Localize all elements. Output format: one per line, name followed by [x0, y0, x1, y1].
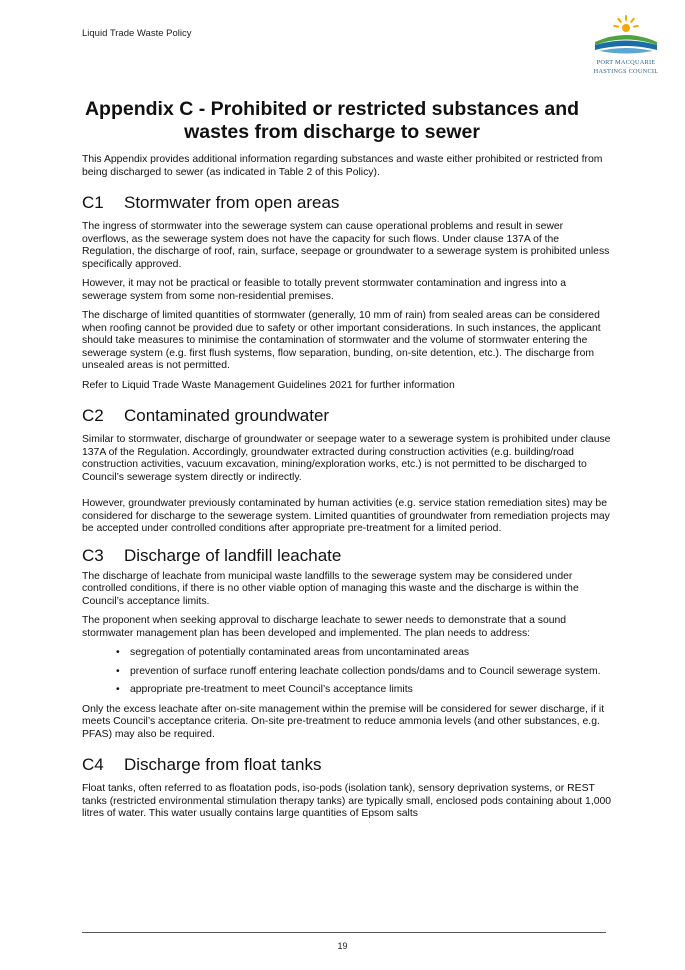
- section-number: C1: [82, 193, 104, 212]
- c1-paragraph-2: However, it may not be practical or feasible to totally prevent stormwater contamination and ingress into a sewerage system from some non-residential premises.: [82, 278, 566, 302]
- section-heading-c3: [82, 546, 612, 566]
- c3-bullet-list: [82, 647, 612, 697]
- list-item: • appropriate pre-treatment to meet Council’s acceptance limits: [130, 684, 612, 697]
- section-title: Discharge of landfill leachate: [124, 545, 342, 565]
- page-number: 19: [337, 941, 348, 951]
- c3-paragraph-2: The proponent when seeking approval to discharge leachate to sewer needs to demonstrate that a sound stormwater management plan has been developed and implemented. The plan needs to address:: [82, 615, 567, 639]
- c2-paragraph-1: Similar to stormwater, discharge of groundwater or seepage water to a sewerage system is prohibited under clause 137A of the Regulation. Accordingly, groundwater extracted during construction activities (e.g. building/road construction activities, vacuum excavation, mining/exploration works, etc.) is not permitted to be discharged to Council’s sewerage system directly or indirectly.: [82, 434, 611, 483]
- c2-paragraph-2: However, groundwater previously contaminated by human activities (e.g. service station remediation sites) may be considered for discharge to the sewerage system. Limited quantities of groundwater from remediation projects may be accepted under controlled conditions after appropriate pre-treatment for a limited period.: [82, 498, 610, 534]
- c3-paragraph-1: The discharge of leachate from municipal waste landfills to the sewerage system may be considered under controlled conditions, if there is no other viable option of managing this waste and the discharge is within the Council’s acceptance limits.: [82, 570, 579, 607]
- page-content: [82, 154, 612, 828]
- council-logo: [585, 14, 667, 78]
- page-title-line-2: wastes from discharge to sewer: [184, 121, 480, 143]
- logo-line-2: HASTINGS COUNCIL: [593, 67, 659, 75]
- section-heading-c1: [82, 193, 612, 213]
- c4-paragraph-1: Float tanks, often referred to as floatation pods, iso-pods (isolation tank), sensory deprivation systems, or REST tanks (restricted environmental stimulation therapy tanks) are typically small, enclosed pods containing about 1,000 litres of water. This water usually contains large quantities of Epsom salts: [82, 783, 612, 819]
- section-number: C4: [82, 755, 104, 774]
- page-title: [82, 98, 582, 144]
- header-doc-title: Liquid Trade Waste Policy: [82, 28, 192, 39]
- section-title: Stormwater from open areas: [124, 193, 340, 212]
- section-heading-c4: [82, 755, 612, 775]
- sun-wave-icon: [591, 14, 661, 58]
- intro-paragraph: This Appendix provides additional information regarding substances and waste either prohibited or restricted from being discharged to sewer (as indicated in Table 2 of this Policy).: [82, 154, 603, 178]
- c1-paragraph-3: The discharge of limited quantities of stormwater (generally, 10 mm of rain) from sealed areas can be considered when roofing cannot be provided due to safety or other important considerations. In such instances, the applicant should take measures to minimise the contamination of stormwater and the volume of stormwater entering the sewerage system (e.g. first flush systems, flow separation, bunding, on-site detention, etc.). The discharge from unsealed areas is not permitted.: [82, 310, 601, 371]
- c1-paragraph-1: The ingress of stormwater into the sewerage system can cause operational problems and result in sewer overflows, as the sewerage system does not have the capacity for such flows. Under clause 137A of the Regulation, the discharge of roof, rain, surface, seepage or groundwater to a sewerage system is prohibited unless specifically approved.: [82, 221, 610, 270]
- c1-paragraph-4: Refer to Liquid Trade Waste Management Guidelines 2021 for further information: [82, 379, 455, 391]
- section-number: C2: [82, 406, 104, 425]
- list-item: • prevention of surface runoff entering leachate collection ponds/dams and to Council sewerage system.: [130, 666, 612, 679]
- page-title-line-1: Appendix C - Prohibited or restricted substances and: [84, 98, 580, 120]
- list-item: • segregation of potentially contaminated areas from uncontaminated areas: [130, 647, 612, 660]
- section-number: C3: [82, 545, 104, 565]
- section-title: Discharge from float tanks: [124, 755, 322, 774]
- section-title: Contaminated groundwater: [124, 406, 330, 425]
- section-heading-c2: [82, 406, 612, 426]
- c3-paragraph-after: Only the excess leachate after on-site management within the premise will be considered for sewer discharge, if it meets Council’s acceptance criteria. On-site pre-treatment to reduce ammonia levels (and other substances, e.g. PFAS) may also be required.: [82, 703, 605, 740]
- logo-text: [579, 59, 673, 76]
- logo-line-1: PORT MACQUARIE: [596, 59, 656, 66]
- footer-divider: [82, 932, 606, 933]
